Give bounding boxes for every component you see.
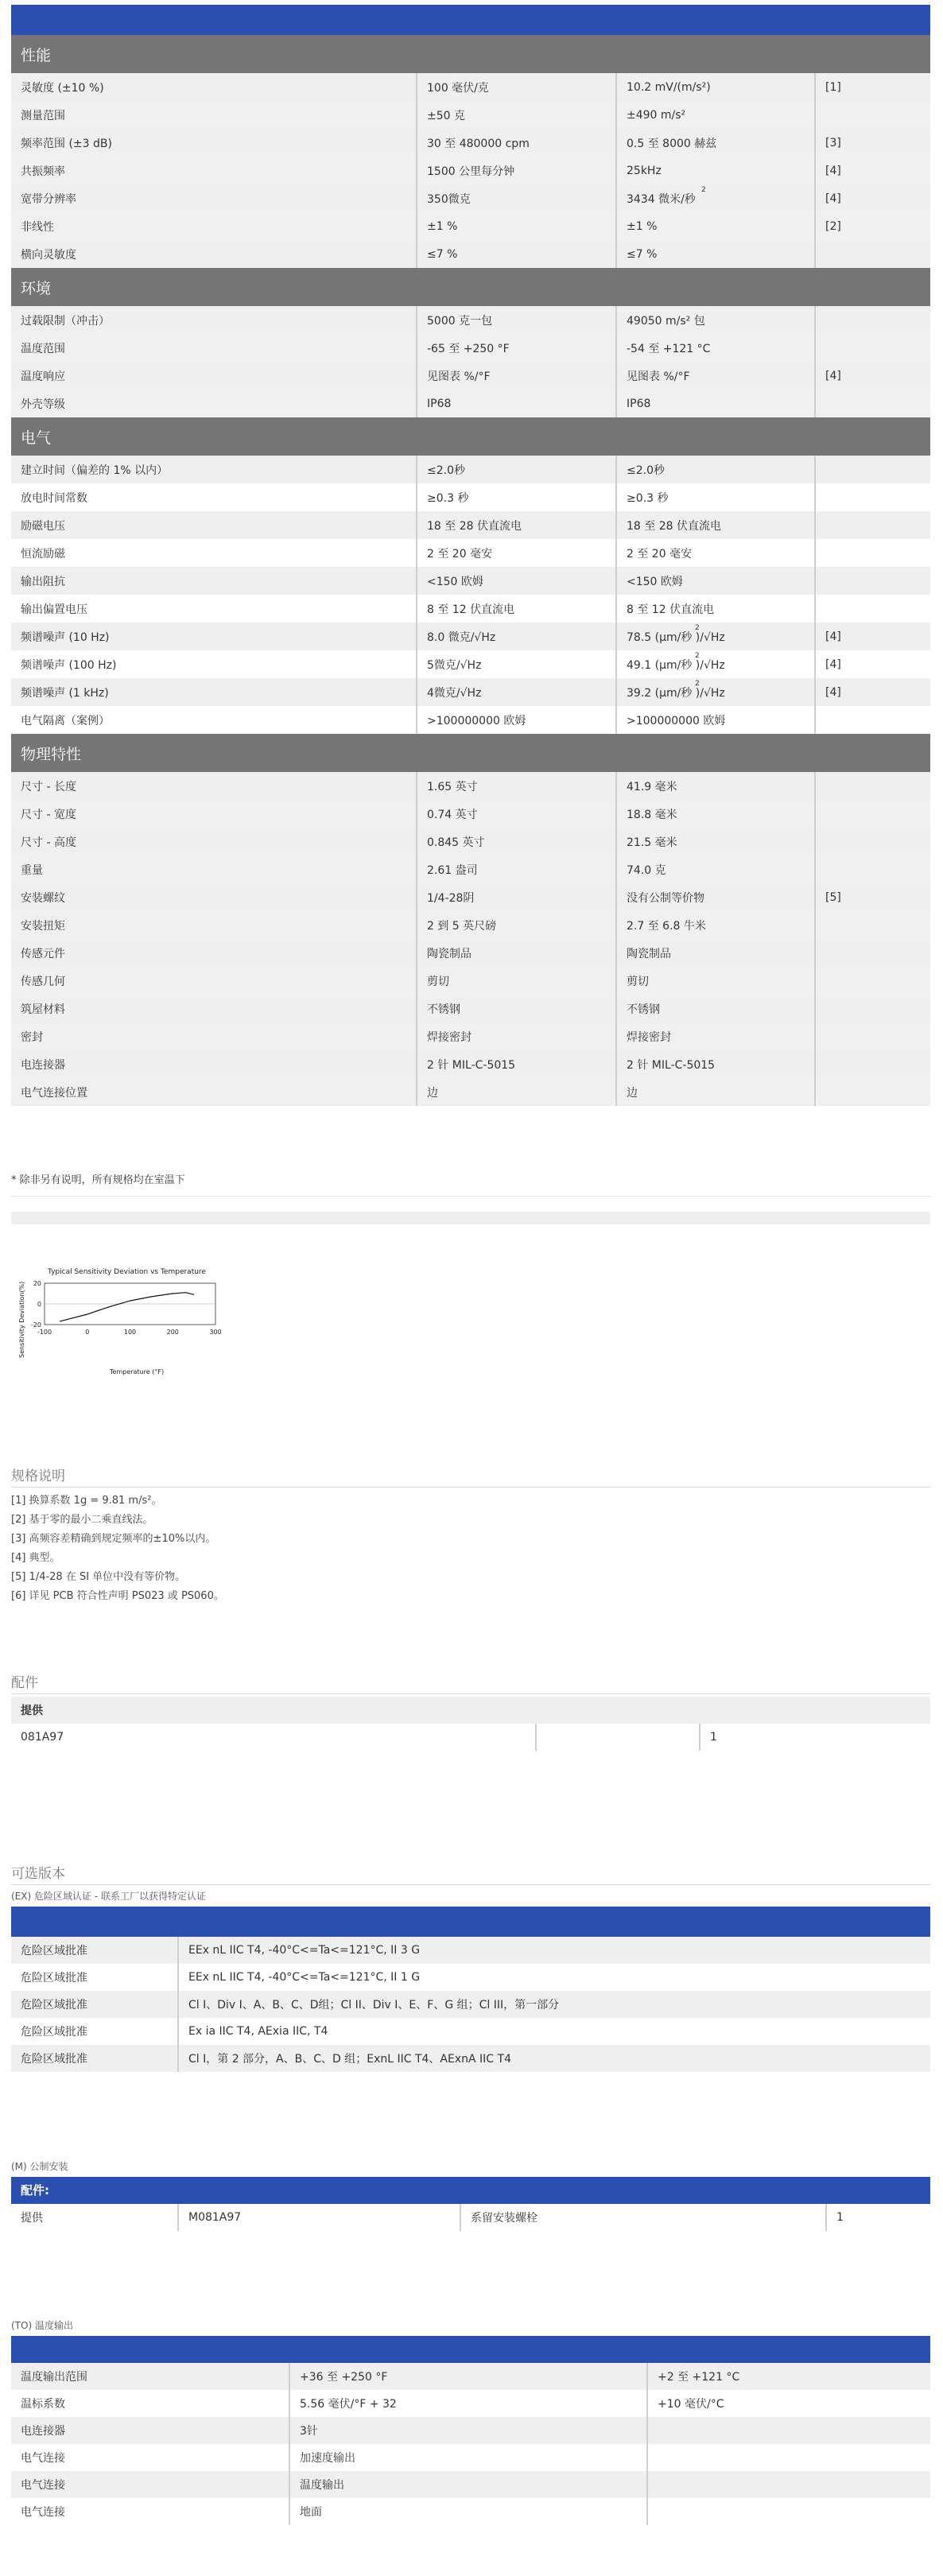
spec-note-ref	[815, 240, 930, 268]
divider	[11, 1884, 930, 1885]
to-value-english: 加速度输出	[289, 2444, 647, 2471]
spec-note-ref: [4]	[815, 362, 930, 390]
spec-note-ref	[815, 306, 930, 334]
section-title: 性能	[11, 35, 930, 73]
temperature-output-row	[11, 2444, 930, 2471]
to-label: 电气连接	[11, 2498, 289, 2525]
m-option-label: (M) 公制安装	[11, 2161, 68, 2172]
divider	[11, 1487, 930, 1488]
spec-value-english: 350微克	[417, 184, 616, 212]
spec-value-english: 0.74 英寸	[417, 800, 616, 828]
spec-value-metric: 18 至 28 伏直流电	[616, 511, 815, 539]
spec-value-english: -65 至 +250 °F	[417, 334, 616, 362]
ex-approvals-table	[11, 1937, 930, 2072]
spec-value-metric: 见图表 %/°F	[616, 362, 815, 390]
chart-x-tick-label: 0	[85, 1329, 90, 1336]
accessories-title: 配件	[11, 1675, 38, 1691]
spec-label: 重量	[11, 855, 417, 883]
spec-value-metric: -54 至 +121 °C	[616, 334, 815, 362]
spec-label: 过载限制（冲击）	[11, 306, 417, 334]
superscript-mark: 2	[695, 652, 700, 660]
m-option-header: 配件:	[11, 2177, 930, 2204]
spec-note-ref	[815, 456, 930, 483]
spec-row	[11, 212, 930, 240]
spec-note-ref: [1]	[815, 73, 930, 101]
spec-label: 温度范围	[11, 334, 417, 362]
spec-label: 输出阻抗	[11, 567, 417, 595]
spec-note-ref: [4]	[815, 623, 930, 650]
ex-option-header-bar	[11, 1907, 930, 1937]
spec-label: 密封	[11, 1022, 417, 1050]
spec-label: 频谱噪声 (1 kHz)	[11, 678, 417, 706]
m-supply-label: 提供	[11, 2204, 178, 2231]
spec-value-english: 18 至 28 伏直流电	[417, 511, 616, 539]
spec-row	[11, 595, 930, 623]
spec-row	[11, 334, 930, 362]
spec-value-english: 1/4-28阴	[417, 883, 616, 911]
note-item: [6] 详见 PCB 符合性声明 PS023 或 PS060。	[11, 1590, 224, 1602]
approval-value: Ex ia IIC T4, AExia IIC, T4	[178, 2018, 930, 2045]
spec-row	[11, 828, 930, 855]
spec-note-ref	[815, 911, 930, 939]
approval-label: 危险区域批准	[11, 1937, 178, 1964]
approval-row	[11, 1991, 930, 2018]
spec-row	[11, 362, 930, 390]
chart-y-tick-label: 20	[33, 1280, 41, 1287]
divider	[11, 1693, 930, 1694]
to-value-metric	[647, 2444, 930, 2471]
spec-row	[11, 939, 930, 967]
spec-value-english: 1.65 英寸	[417, 772, 616, 800]
to-value-english: +36 至 +250 °F	[289, 2363, 647, 2390]
spec-note-ref	[815, 539, 930, 567]
spec-note-ref	[815, 995, 930, 1022]
approval-row	[11, 2045, 930, 2072]
temperature-output-row	[11, 2471, 930, 2498]
approval-label: 危险区域批准	[11, 1991, 178, 2018]
spec-value-english: ±1 %	[417, 212, 616, 240]
spec-value-metric: 78.5 (μm/秒 )/√Hz 2	[616, 623, 815, 650]
spec-value-english: ±50 克	[417, 101, 616, 129]
temperature-output-row	[11, 2417, 930, 2444]
spec-note-ref	[815, 967, 930, 995]
spec-label: 共振频率	[11, 157, 417, 184]
spec-row	[11, 1022, 930, 1050]
spec-value-metric: 0.5 至 8000 赫兹	[616, 129, 815, 157]
spec-note-ref: [5]	[815, 883, 930, 911]
chart-x-tick-label: 300	[209, 1329, 222, 1336]
spec-label: 电气隔离（案例）	[11, 706, 417, 734]
spec-label: 恒流励磁	[11, 539, 417, 567]
spec-row	[11, 800, 930, 828]
accessories-header: 提供	[11, 1697, 930, 1724]
spec-value-metric: 25kHz	[616, 157, 815, 184]
spec-value-metric: 陶瓷制品	[616, 939, 815, 967]
m-qty: 1	[826, 2204, 930, 2231]
gray-band	[11, 1212, 930, 1224]
spec-value-english: 1500 公里每分钟	[417, 157, 616, 184]
notes-list	[11, 1492, 224, 1606]
note-item: [3] 高频容差精确到规定频率的±10%以内。	[11, 1533, 216, 1545]
temperature-output-row	[11, 2390, 930, 2417]
spec-note-ref	[815, 483, 930, 511]
note-item: [1] 换算系数 1g = 9.81 m/s²。	[11, 1495, 162, 1507]
spec-label: 非线性	[11, 212, 417, 240]
temperature-output-table	[11, 2363, 930, 2525]
spec-note-ref	[815, 772, 930, 800]
to-value-english: 3针	[289, 2417, 647, 2444]
spec-value-metric: 边	[616, 1078, 815, 1106]
temperature-chart	[13, 1263, 235, 1379]
to-option-label: (TO) 温度输出	[11, 2320, 73, 2331]
spec-value-metric: >100000000 欧姆	[616, 706, 815, 734]
spec-value-metric: 18.8 毫米	[616, 800, 815, 828]
spec-label: 筑屋材料	[11, 995, 417, 1022]
note-item: [4] 典型。	[11, 1552, 60, 1564]
chart-title: Typical Sensitivity Deviation vs Temperature	[48, 1268, 206, 1276]
spec-row	[11, 1050, 930, 1078]
section-header	[11, 35, 930, 73]
spec-label: 输出偏置电压	[11, 595, 417, 623]
spec-value-english: 8.0 微克/√Hz	[417, 623, 616, 650]
section-title: 电气	[11, 417, 930, 456]
spec-value-english: 30 至 480000 cpm	[417, 129, 616, 157]
to-value-metric	[647, 2471, 930, 2498]
spec-value-english: 0.845 英寸	[417, 828, 616, 855]
spec-row	[11, 101, 930, 129]
spec-row	[11, 650, 930, 678]
to-value-metric	[647, 2417, 930, 2444]
spec-row	[11, 129, 930, 157]
spec-note-ref	[815, 595, 930, 623]
spec-value-english: 5000 克一包	[417, 306, 616, 334]
spec-row	[11, 967, 930, 995]
spec-value-metric: ≥0.3 秒	[616, 483, 815, 511]
spec-value-english: 2 到 5 英尺磅	[417, 911, 616, 939]
spec-value-english: 不锈钢	[417, 995, 616, 1022]
spec-value-english: 2 针 MIL-C-5015	[417, 1050, 616, 1078]
spec-row	[11, 623, 930, 650]
approval-row	[11, 1937, 930, 1964]
approval-value: Cl I，第 2 部分，A、B、C、D 组；ExnL IIC T4、AExnA IIC T4	[178, 2045, 930, 2072]
spec-label: 频谱噪声 (10 Hz)	[11, 623, 417, 650]
spec-value-metric: 74.0 克	[616, 855, 815, 883]
spec-value-english: 2.61 盎司	[417, 855, 616, 883]
spec-value-english: 见图表 %/°F	[417, 362, 616, 390]
m-description: 系留安装螺栓	[460, 2204, 826, 2231]
spec-note-ref: [3]	[815, 129, 930, 157]
spec-value-english: 陶瓷制品	[417, 939, 616, 967]
spec-note-ref	[815, 1050, 930, 1078]
spec-value-metric: 不锈钢	[616, 995, 815, 1022]
spec-row	[11, 240, 930, 268]
top-header-bar	[11, 5, 930, 35]
spec-label: 传感元件	[11, 939, 417, 967]
spec-note-ref: [4]	[815, 184, 930, 212]
chart-series-line	[60, 1293, 194, 1321]
spec-label: 灵敏度 (±10 %)	[11, 73, 417, 101]
spec-label: 横向灵敏度	[11, 240, 417, 268]
accessory-description	[536, 1724, 700, 1751]
section-title: 物理特性	[11, 734, 930, 772]
approval-value: EEx nL IIC T4, -40°C<=Ta<=121°C, II 1 G	[178, 1964, 930, 1991]
spec-value-metric: 39.2 (μm/秒 )/√Hz 2	[616, 678, 815, 706]
spec-value-metric: 剪切	[616, 967, 815, 995]
to-value-english: 地面	[289, 2498, 647, 2525]
temperature-output-row	[11, 2363, 930, 2390]
note-item: [5] 1/4-28 在 SI 单位中没有等价物。	[11, 1571, 186, 1583]
spec-row	[11, 567, 930, 595]
spec-label: 宽带分辨率	[11, 184, 417, 212]
chart-y-tick-label: 0	[37, 1301, 41, 1308]
spec-row	[11, 772, 930, 800]
spec-value-english: 5微克/√Hz	[417, 650, 616, 678]
to-value-metric: +2 至 +121 °C	[647, 2363, 930, 2390]
notes-title: 规格说明	[11, 1468, 65, 1484]
superscript-mark: 2	[695, 680, 700, 688]
spec-label: 安装螺纹	[11, 883, 417, 911]
spec-note-ref	[815, 390, 930, 417]
accessories-table	[11, 1697, 930, 1751]
m-accessories-table	[11, 2204, 930, 2231]
spec-value-english: 8 至 12 伏直流电	[417, 595, 616, 623]
spec-row	[11, 855, 930, 883]
room-temperature-note: * 除非另有说明，所有规格均在室温下	[11, 1174, 185, 1186]
spec-row	[11, 390, 930, 417]
spec-label: 建立时间（偏差的 1% 以内）	[11, 456, 417, 483]
spec-value-metric: 49.1 (μm/秒 )/√Hz 2	[616, 650, 815, 678]
to-value-english: 5.56 毫伏/°F + 32	[289, 2390, 647, 2417]
spec-note-ref	[815, 567, 930, 595]
to-value-english: 温度输出	[289, 2471, 647, 2498]
to-label: 电连接器	[11, 2417, 289, 2444]
spec-value-metric: ±1 %	[616, 212, 815, 240]
spec-row	[11, 883, 930, 911]
spec-row	[11, 995, 930, 1022]
spec-value-english: ≥0.3 秒	[417, 483, 616, 511]
superscript-mark: 2	[695, 624, 700, 632]
spec-value-english: 2 至 20 毫安	[417, 539, 616, 567]
chart-x-tick-label: -100	[37, 1329, 52, 1336]
spec-row	[11, 678, 930, 706]
spec-row	[11, 483, 930, 511]
chart-x-tick-label: 200	[166, 1329, 179, 1336]
to-label: 电气连接	[11, 2444, 289, 2471]
spec-label: 尺寸 - 长度	[11, 772, 417, 800]
chart-plot-area	[31, 1280, 222, 1336]
approval-row	[11, 2018, 930, 2045]
spec-value-metric: 没有公制等价物	[616, 883, 815, 911]
spec-value-metric: 8 至 12 伏直流电	[616, 595, 815, 623]
spec-value-metric: 2 至 20 毫安	[616, 539, 815, 567]
spec-value-metric: 2.7 至 6.8 牛米	[616, 911, 815, 939]
spec-label: 安装扭矩	[11, 911, 417, 939]
spec-value-english: 边	[417, 1078, 616, 1106]
to-value-metric	[647, 2498, 930, 2525]
section-header	[11, 734, 930, 772]
spec-value-english: ≤2.0秒	[417, 456, 616, 483]
approval-row	[11, 1964, 930, 1991]
spec-note-ref	[815, 939, 930, 967]
chart-ylabel: Sensitivity Deviation(%)	[18, 1281, 25, 1358]
section-header	[11, 417, 930, 456]
approval-label: 危险区域批准	[11, 2018, 178, 2045]
spec-label: 频率范围 (±3 dB)	[11, 129, 417, 157]
spec-value-english: 100 毫伏/克	[417, 73, 616, 101]
accessory-qty: 1	[700, 1724, 930, 1751]
spec-value-metric: <150 欧姆	[616, 567, 815, 595]
spec-row	[11, 706, 930, 734]
section-title: 环境	[11, 268, 930, 306]
spec-row	[11, 456, 930, 483]
spec-label: 传感几何	[11, 967, 417, 995]
to-option-header-bar	[11, 2336, 930, 2363]
spec-row	[11, 306, 930, 334]
spec-label: 电气连接位置	[11, 1078, 417, 1106]
spec-row	[11, 184, 930, 212]
specifications-table	[11, 35, 930, 1106]
spec-value-english: ≤7 %	[417, 240, 616, 268]
spec-value-english: 剪切	[417, 967, 616, 995]
spec-note-ref: [4]	[815, 678, 930, 706]
spec-value-english: IP68	[417, 390, 616, 417]
spec-note-ref	[815, 855, 930, 883]
ex-option-label: (EX) 危险区域认证 - 联系工厂以获得特定认证	[11, 1891, 206, 1902]
spec-value-metric: 21.5 毫米	[616, 828, 815, 855]
spec-value-metric: 2 针 MIL-C-5015	[616, 1050, 815, 1078]
to-label: 电气连接	[11, 2471, 289, 2498]
spec-label: 外壳等级	[11, 390, 417, 417]
spec-label: 尺寸 - 高度	[11, 828, 417, 855]
to-label: 温度输出范围	[11, 2363, 289, 2390]
section-header	[11, 268, 930, 306]
spec-value-english: <150 欧姆	[417, 567, 616, 595]
spec-value-english: 4微克/√Hz	[417, 678, 616, 706]
spec-note-ref	[815, 101, 930, 129]
spec-value-english: 焊接密封	[417, 1022, 616, 1050]
spec-label: 电连接器	[11, 1050, 417, 1078]
approval-label: 危险区域批准	[11, 1964, 178, 1991]
spec-value-metric: 3434 微米/秒 2	[616, 184, 815, 212]
spec-value-metric: 41.9 毫米	[616, 772, 815, 800]
spec-value-metric: 焊接密封	[616, 1022, 815, 1050]
spec-label: 温度响应	[11, 362, 417, 390]
spec-row	[11, 73, 930, 101]
spec-value-metric: ≤2.0秒	[616, 456, 815, 483]
spec-row	[11, 911, 930, 939]
spec-value-metric: ≤7 %	[616, 240, 815, 268]
chart-x-tick-label: 100	[123, 1329, 137, 1336]
spec-label: 放电时间常数	[11, 483, 417, 511]
accessory-model: 081A97	[11, 1724, 536, 1751]
spec-row	[11, 1078, 930, 1106]
superscript-mark: 2	[701, 186, 706, 194]
temperature-output-row	[11, 2498, 930, 2525]
approval-value: Cl I、Div I、A、B、C、D组；Cl II、Div I、E、F、G 组；Cl III，第一部分	[178, 1991, 930, 2018]
to-value-metric: +10 毫伏/°C	[647, 2390, 930, 2417]
approval-label: 危险区域批准	[11, 2045, 178, 2072]
spec-value-metric: ±490 m/s²	[616, 101, 815, 129]
spec-label: 励磁电压	[11, 511, 417, 539]
spec-note-ref	[815, 800, 930, 828]
approval-value: EEx nL IIC T4, -40°C<=Ta<=121°C, II 3 G	[178, 1937, 930, 1964]
chart-xlabel: Temperature (°F)	[110, 1368, 165, 1375]
spec-row	[11, 511, 930, 539]
spec-label: 测量范围	[11, 101, 417, 129]
spec-value-metric: 49050 m/s² 包	[616, 306, 815, 334]
m-model: M081A97	[178, 2204, 460, 2231]
spec-note-ref	[815, 511, 930, 539]
spec-note-ref	[815, 334, 930, 362]
divider	[11, 1196, 930, 1197]
spec-row	[11, 539, 930, 567]
options-title: 可选版本	[11, 1866, 65, 1882]
spec-value-english: >100000000 欧姆	[417, 706, 616, 734]
note-item: [2] 基于零的最小二乘直线法。	[11, 1514, 153, 1526]
spec-note-ref	[815, 828, 930, 855]
spec-label: 尺寸 - 宽度	[11, 800, 417, 828]
spec-label: 频谱噪声 (100 Hz)	[11, 650, 417, 678]
spec-value-metric: IP68	[616, 390, 815, 417]
spec-note-ref	[815, 706, 930, 734]
spec-row	[11, 157, 930, 184]
spec-note-ref: [2]	[815, 212, 930, 240]
chart-y-tick-label: -20	[30, 1321, 41, 1329]
spec-value-metric: 10.2 mV/(m/s²)	[616, 73, 815, 101]
spec-note-ref	[815, 1078, 930, 1106]
to-label: 温标系数	[11, 2390, 289, 2417]
spec-note-ref: [4]	[815, 650, 930, 678]
spec-note-ref	[815, 1022, 930, 1050]
spec-note-ref: [4]	[815, 157, 930, 184]
